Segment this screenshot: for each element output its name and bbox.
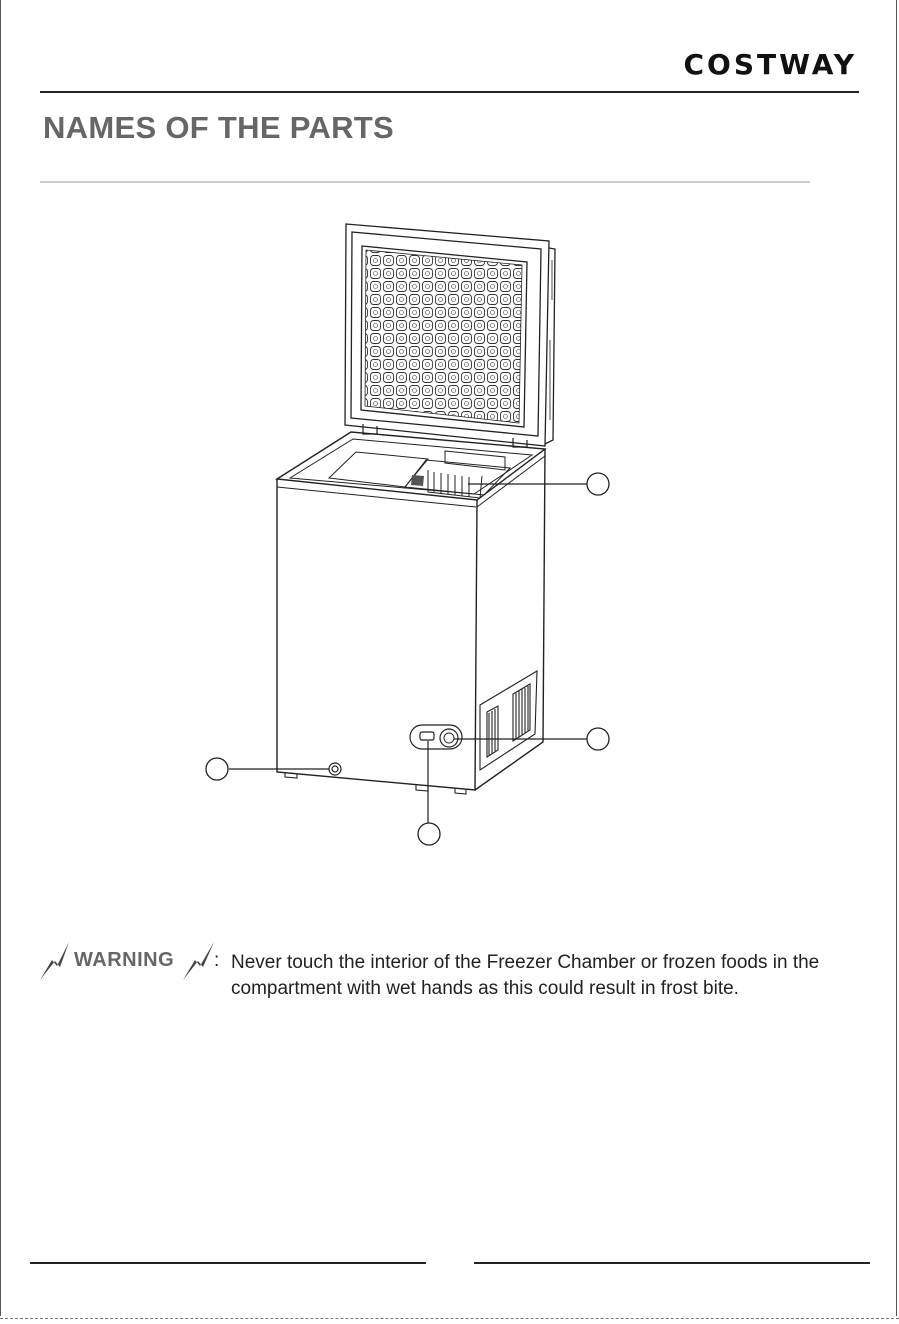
- drain-plug: [329, 763, 341, 775]
- freezer-cabinet: [277, 432, 545, 790]
- freezer-feet: [285, 773, 466, 794]
- chest-freezer-diagram: [0, 200, 899, 860]
- title-divider: [40, 181, 810, 183]
- brand-logo: COSTWAY: [683, 48, 857, 81]
- page-cut-line: [0, 1318, 899, 1319]
- rear-vent-panel: [480, 671, 537, 770]
- lid-liner-pattern: [365, 250, 522, 423]
- warning-text: Never touch the interior of the Freezer Chamber or frozen foods in the compartment with wet hands as this could result in frost bite.: [231, 952, 820, 999]
- warning-colon: :: [214, 950, 220, 971]
- header-divider: [40, 91, 859, 93]
- warning-label: WARNING: [74, 949, 175, 971]
- page-title: NAMES OF THE PARTS: [43, 110, 395, 145]
- callout-circles: [206, 473, 609, 845]
- footer-divider-left: [30, 1262, 426, 1264]
- footer-divider-right: [474, 1262, 870, 1264]
- thermostat-control: [410, 725, 462, 749]
